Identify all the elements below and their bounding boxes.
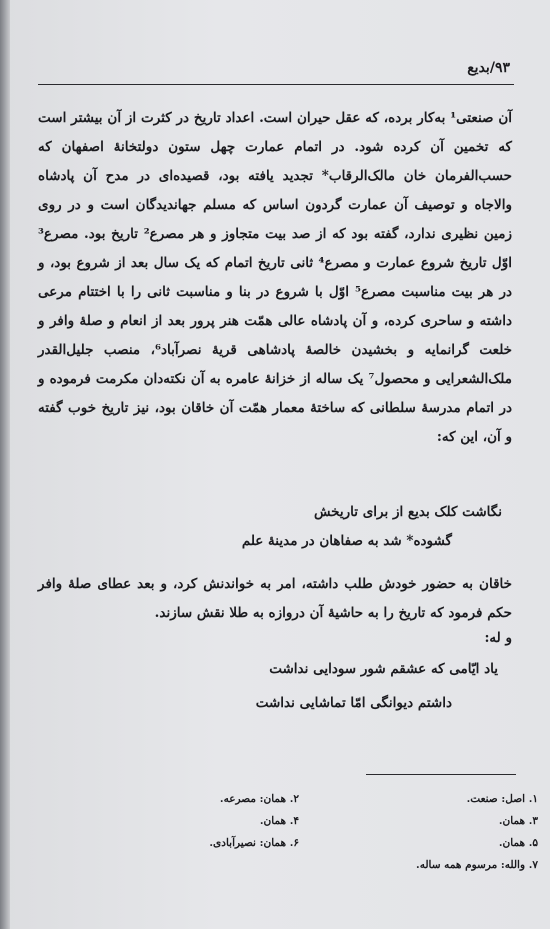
paragraph-2: خاقان به حضور خودش طلب داشته، امر به خواندنش کرد، و بعد عطای صلهٔ وافر حکم فرمود که تاریخ را به حاشیهٔ آن دروازه به طلا نقش سازند. bbox=[38, 576, 512, 621]
footnote-row bbox=[60, 810, 538, 832]
footnote-item: ۱. اصل: صنعت. bbox=[466, 793, 538, 805]
verse-2-line-2: داشتم دیوانگی امّا تماشایی نداشت bbox=[255, 695, 452, 711]
running-header: ۹۳/بدیع bbox=[467, 60, 510, 76]
main-paragraph bbox=[38, 104, 512, 452]
footnote-item: ۵. همان. bbox=[498, 837, 538, 849]
page-binding-shadow bbox=[0, 0, 10, 929]
verse-1-line-2: گشوده* شد به صفاهان در مدینهٔ علم bbox=[241, 533, 452, 549]
footnote-item: ۷. والله: مرسوم همه ساله. bbox=[416, 859, 538, 871]
wale-heading: و له: bbox=[484, 630, 512, 646]
footnote-row bbox=[60, 788, 538, 810]
verse-2-line-1: یاد ایّامی که عشقم شور سودایی نداشت bbox=[269, 661, 498, 677]
header-divider bbox=[38, 84, 514, 85]
footnote-row bbox=[60, 854, 538, 876]
footnotes bbox=[60, 788, 538, 876]
footnote-divider bbox=[366, 774, 516, 775]
verse-block-1 bbox=[38, 498, 512, 556]
footnote-item: ۳. همان. bbox=[498, 815, 538, 827]
footnote-item: ۴. همان. bbox=[259, 815, 299, 827]
footnote-item bbox=[60, 854, 299, 876]
footnote-item: ۶. همان: نصیرآبادی. bbox=[209, 837, 299, 849]
footnote-row bbox=[60, 832, 538, 854]
footnote-item: ۲. همان: مصرعه. bbox=[219, 793, 299, 805]
paragraph-1: آن صنعتی¹ به‌کار برده، که عقل حیران است. اعداد تاریخ در کثرت از آن بیشتر است که تخمین آن کرده شود. در اتمام عمارت چهل ستون دولتخانهٔ اصفهان که حسب‌الفرمان خان مالک‌الرقاب* تجدید یافته بود، قصیده‌ای در مدح آن پادشاه والاجاه و توصیف آن عمارت گردون اساس که مسلم جهاندیدگان است و در روی زمین نظیری ندارد، گفته بود که از صد بیت متجاوز و هر مصرع² تاریخ بود. مصرع³ اوّل تاریخ شروع عمارت و مصرع⁴ ثانی تاریخ اتمام که یک سال بعد از شروع بود، و در هر بیت مناسبت مصرع⁵ اوّل با شروع در بنا و مناسبت ثانی را با اختتام مرعی داشته و ساحری کرده، و آن پادشاه عالی همّت هنر پرور بعد از انعام و صلهٔ وافر و خلعت گرانمایه و بخشیدن خالصهٔ پادشاهی قریهٔ نصرآباد⁶، منصب جلیل‌القدر ملک‌الشعرایی و محصول⁷ یک ساله از خزانهٔ عامره به آن نکته‌دان مکرمت فرموده و در اتمام مدرسهٔ سلطانی که ساختهٔ معمار همّت آن خاقان بود، نیز تاریخ خوب گفته و آن، این که: bbox=[38, 110, 513, 445]
verse-1-line-1: نگاشت کلک بدیع از برای تاریخش bbox=[313, 504, 502, 520]
verse-block-2 bbox=[38, 652, 512, 720]
